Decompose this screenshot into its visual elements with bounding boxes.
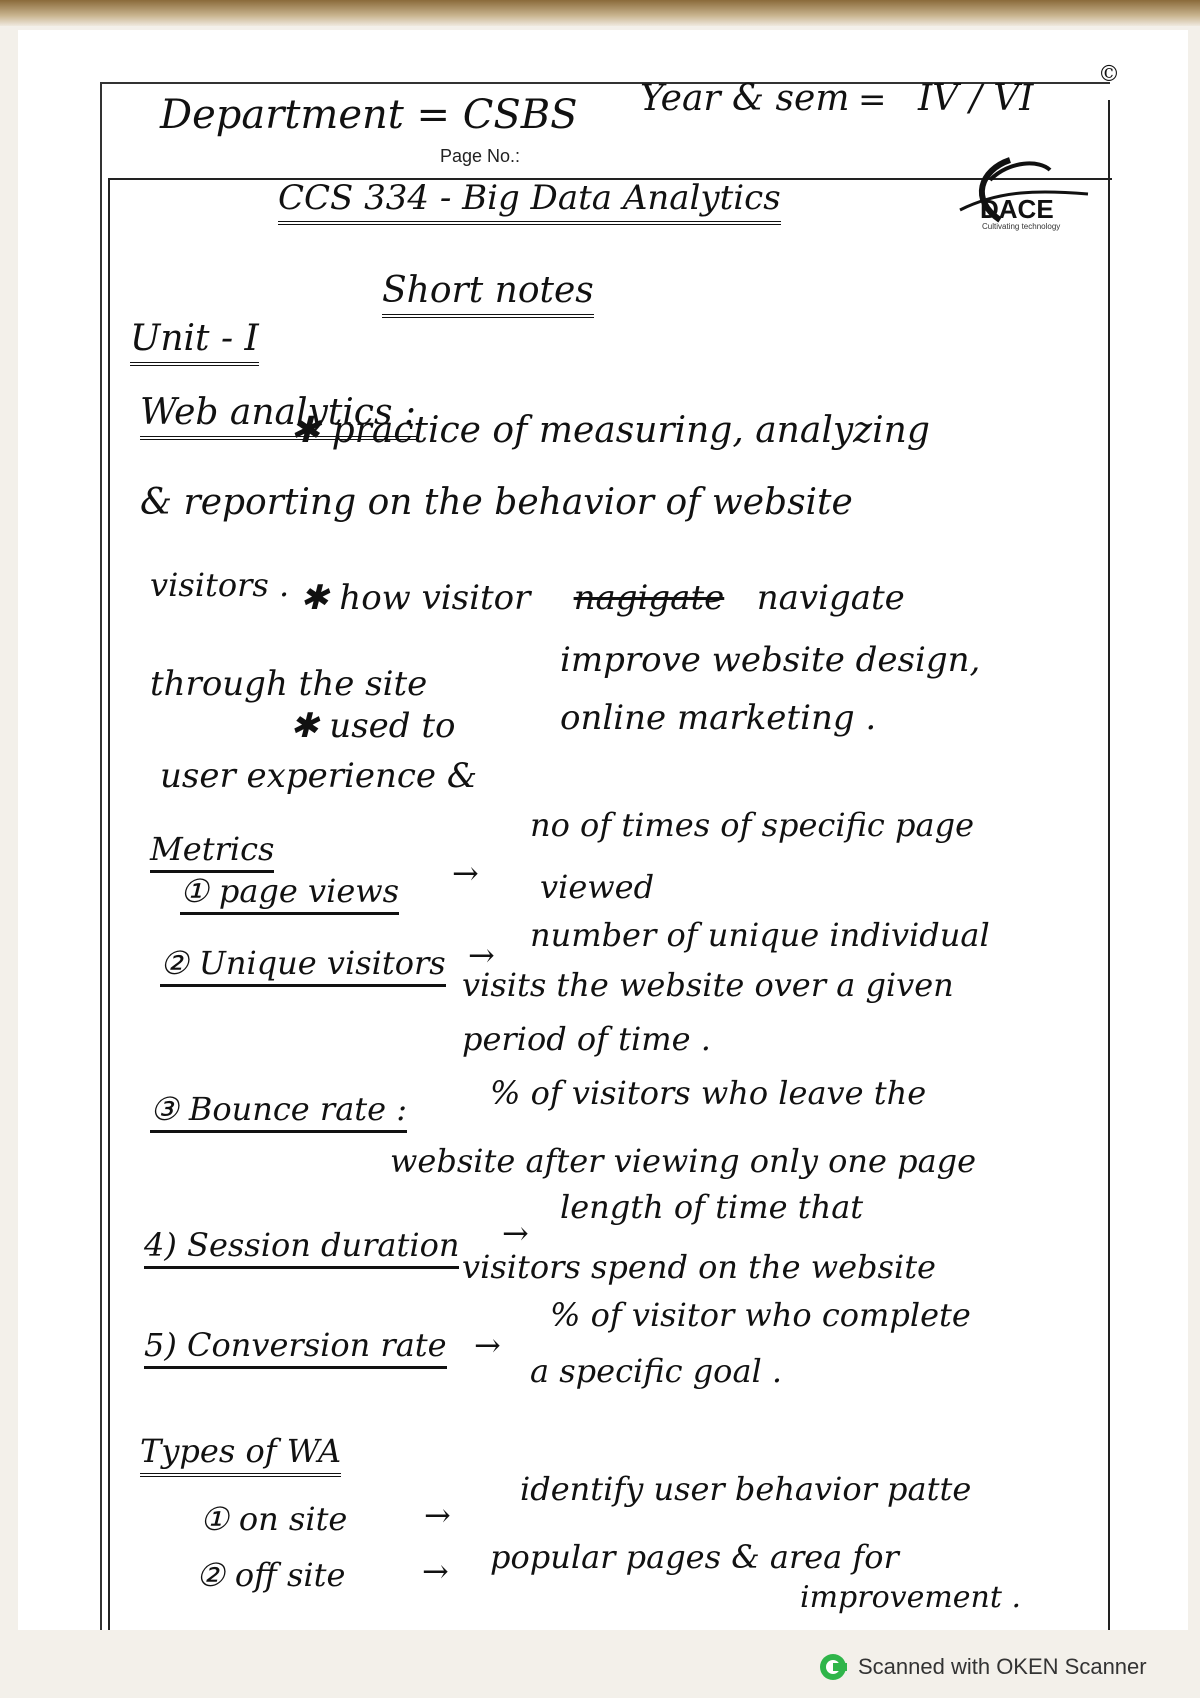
metric-5-text: % of visitor who complete xyxy=(550,1296,971,1334)
metric-5-arrow: → xyxy=(474,1326,501,1364)
wa-line-6: ✱ used to xyxy=(290,706,456,746)
wa-line-5b: improve website design, xyxy=(560,640,981,680)
metric-5-label: 5) Conversion rate xyxy=(144,1326,447,1369)
metric-4-text: length of time that xyxy=(560,1188,864,1226)
type-1-arrow: → xyxy=(424,1496,451,1534)
wa-line-5: through the site xyxy=(150,664,428,704)
scan-edge xyxy=(0,0,1200,26)
web-analytics-heading: Web analytics : xyxy=(140,392,416,440)
year-sem-label: Year & sem xyxy=(640,78,850,119)
unit-heading: Unit - I xyxy=(130,318,259,366)
scanner-logo-icon xyxy=(818,1652,848,1682)
equals-sign: = xyxy=(858,80,887,120)
wa-line-4-suffix: navigate xyxy=(756,578,905,618)
metric-2-text-3: period of time . xyxy=(462,1020,711,1058)
scanner-watermark xyxy=(818,1652,1147,1682)
metric-3-text-2: website after viewing only one page xyxy=(390,1142,977,1180)
wa-line-1: ✱ practice of measuring, analyzing xyxy=(290,410,930,451)
type-2-text: popular pages & area for xyxy=(490,1538,899,1576)
page-border-left xyxy=(100,82,102,1630)
corner-mark: © xyxy=(1098,62,1120,87)
page-no-label: Page No.: xyxy=(440,146,521,166)
wa-line-4 xyxy=(300,578,905,618)
metric-4-arrow: → xyxy=(502,1214,529,1252)
logo-name: DACE xyxy=(980,194,1054,224)
metric-4-text-2: visitors spend on the website xyxy=(462,1248,936,1286)
wa-line-6b: online marketing . xyxy=(560,698,877,738)
metric-1-arrow: → xyxy=(452,854,479,892)
logo-tagline: Cultivating technology xyxy=(982,222,1061,231)
wa-line-7: user experience & xyxy=(160,756,478,796)
scanner-text: Scanned with OKEN Scanner xyxy=(858,1654,1147,1679)
wa-line-3: visitors . xyxy=(150,566,290,604)
metric-2-label: ② Unique visitors xyxy=(160,944,446,987)
course-title: CCS 334 - Big Data Analytics xyxy=(278,178,781,225)
metric-1-text-2: viewed xyxy=(540,868,655,906)
short-notes-title: Short notes xyxy=(382,270,594,318)
college-logo xyxy=(940,150,1090,240)
type-1-text: identify user behavior patte xyxy=(520,1470,972,1508)
metric-1-text: no of times of specific page xyxy=(530,806,974,844)
metrics-heading: Metrics xyxy=(150,830,274,873)
metric-3-label: ③ Bounce rate : xyxy=(150,1090,407,1133)
metric-3-text: % of visitors who leave the xyxy=(490,1074,927,1112)
metric-2-text: number of unique individual xyxy=(530,916,990,954)
wa-line-4-prefix: ✱ how visitor xyxy=(300,578,531,618)
year-sem-value: IV / VI xyxy=(918,78,1034,119)
type-2-text-2: improvement . xyxy=(800,1580,1022,1615)
metric-2-arrow: → xyxy=(468,936,495,974)
metric-5-text-2: a specific goal . xyxy=(530,1352,783,1390)
metric-1-label: ① page views xyxy=(180,872,399,915)
metric-4-label: 4) Session duration xyxy=(144,1226,459,1269)
types-heading: Types of WA xyxy=(140,1432,341,1477)
department-text: Department = CSBS xyxy=(160,92,578,138)
type-1-label: ① on site xyxy=(200,1500,348,1538)
wa-line-2: & reporting on the behavior of website xyxy=(140,482,853,523)
metric-2-text-2: visits the website over a given xyxy=(462,966,954,1004)
wa-line-4-struck: nagigate xyxy=(573,578,725,618)
type-2-label: ② off site xyxy=(196,1556,346,1594)
type-2-arrow: → xyxy=(422,1552,449,1590)
